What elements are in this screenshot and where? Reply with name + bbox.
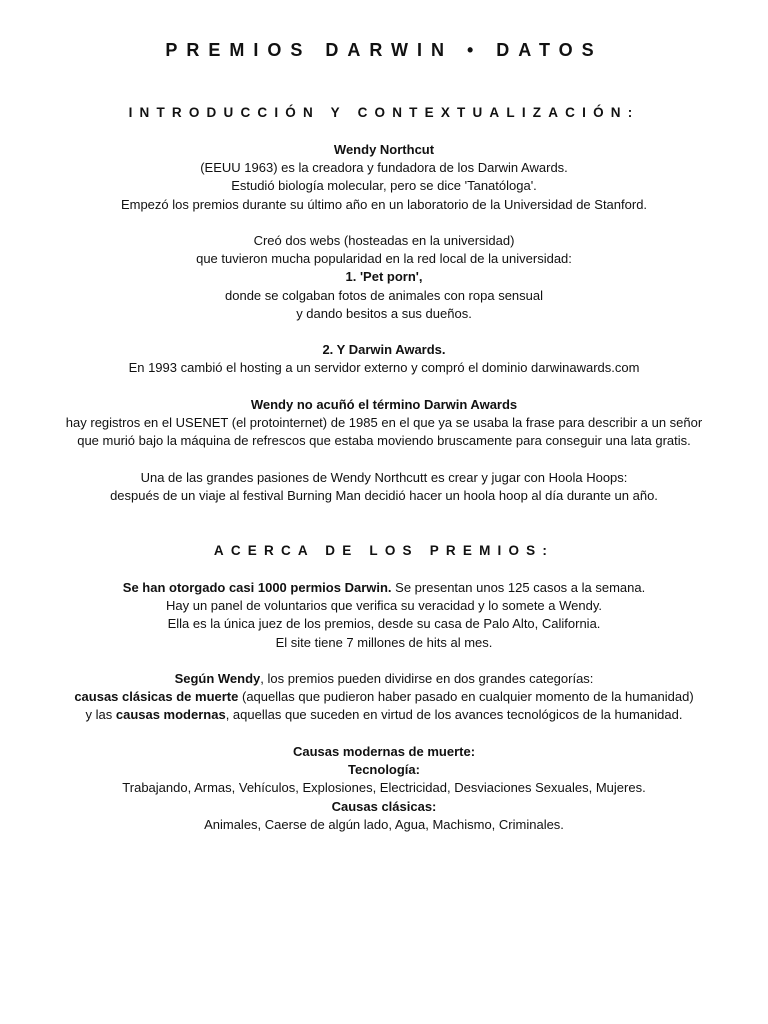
category-rest: , los premios pueden dividirse en dos grandes categorías: xyxy=(260,671,594,686)
author-name: Wendy Northcut xyxy=(333,142,435,157)
section-heading-awards: ACERCA DE LOS PREMIOS: xyxy=(213,543,555,558)
awards-block-lists xyxy=(0,743,768,834)
tech-title: Tecnología: xyxy=(348,762,420,778)
modern-bold: causas modernas xyxy=(115,707,226,723)
awards-bold: Se han otorgado casi 1000 permios Darwin. xyxy=(122,580,392,595)
modern-rest: , aquellas que suceden en virtud de los avances tecnológicos de la humanidad. xyxy=(225,707,683,723)
bio-line: (EEUU 1963) es la creadora y fundadora de los Darwin Awards. xyxy=(200,160,568,176)
classic-title: Causas clásicas: xyxy=(331,798,437,814)
category-intro-line xyxy=(0,670,768,688)
classic-line xyxy=(0,688,768,706)
bio-line: Empezó los premios durante su último año en un laboratorio de la Universidad de Stanford. xyxy=(120,196,648,212)
web2-title: 2. Y Darwin Awards. xyxy=(322,342,446,357)
classic-rest: (aquellas que pudieron haber pasado en cualquier momento de la humanidad) xyxy=(238,689,694,705)
term-line: hay registros en el USENET (el protointernet) de 1985 en el que ya se usaba la frase para describir a un señor xyxy=(65,415,703,431)
classic-bold: causas clásicas de muerte xyxy=(74,689,239,705)
intro-block-webs xyxy=(0,232,768,323)
panel-line: El site tiene 7 millones de hits al mes. xyxy=(275,634,493,650)
intro-block-bio xyxy=(0,141,768,214)
modern-line xyxy=(0,706,768,724)
modern-title: Causas modernas de muerte: xyxy=(292,744,476,759)
web1-line: y dando besitos a sus dueños. xyxy=(296,305,472,321)
tech-list: Trabajando, Armas, Vehículos, Explosiones, Electricidad, Desviaciones Sexuales, Mujeres. xyxy=(122,780,646,796)
bio-line: Estudió biología molecular, pero se dice 'Tanatóloga'. xyxy=(231,178,537,194)
classic-list: Animales, Caerse de algún lado, Agua, Machismo, Criminales. xyxy=(204,816,564,832)
intro-block-term xyxy=(0,396,768,451)
panel-line: Hay un panel de voluntarios que verifica su veracidad y lo somete a Wendy. xyxy=(166,598,602,614)
intro-block-hoop xyxy=(0,469,768,505)
webs-line: Creó dos webs (hosteadas en la universidad) xyxy=(253,233,515,248)
modern-prefix: y las xyxy=(85,707,116,723)
awards-line xyxy=(0,579,768,597)
web1-title: 1. 'Pet porn', xyxy=(345,269,423,285)
awards-block-categories xyxy=(0,670,768,725)
intro-block-darwin xyxy=(0,341,768,377)
document-title: PREMIOS DARWIN • DATOS xyxy=(165,40,603,60)
category-bold: Según Wendy xyxy=(174,671,261,686)
awards-block-facts xyxy=(0,579,768,652)
hoop-line: Una de las grandes pasiones de Wendy Northcutt es crear y jugar con Hoola Hoops: xyxy=(140,470,628,485)
web1-line: donde se colgaban fotos de animales con ropa sensual xyxy=(225,287,543,303)
panel-line: Ella es la única juez de los premios, desde su casa de Palo Alto, California. xyxy=(167,616,601,632)
webs-line: que tuvieron mucha popularidad en la red local de la universidad: xyxy=(196,251,572,267)
hoop-line: después de un viaje al festival Burning Man decidió hacer un hoola hoop al día durante un año. xyxy=(110,488,658,504)
web2-line: En 1993 cambió el hosting a un servidor externo y compró el dominio darwinawards.com xyxy=(128,360,640,376)
term-line: que murió bajo la máquina de refrescos que estaba moviendo bruscamente para conseguir una lata gratis. xyxy=(77,433,691,449)
section-heading-intro: INTRODUCCIÓN Y CONTEXTUALIZACIÓN: xyxy=(128,105,640,120)
term-title: Wendy no acuñó el término Darwin Awards xyxy=(250,397,518,412)
awards-rest: Se presentan unos 125 casos a la semana. xyxy=(391,580,646,595)
